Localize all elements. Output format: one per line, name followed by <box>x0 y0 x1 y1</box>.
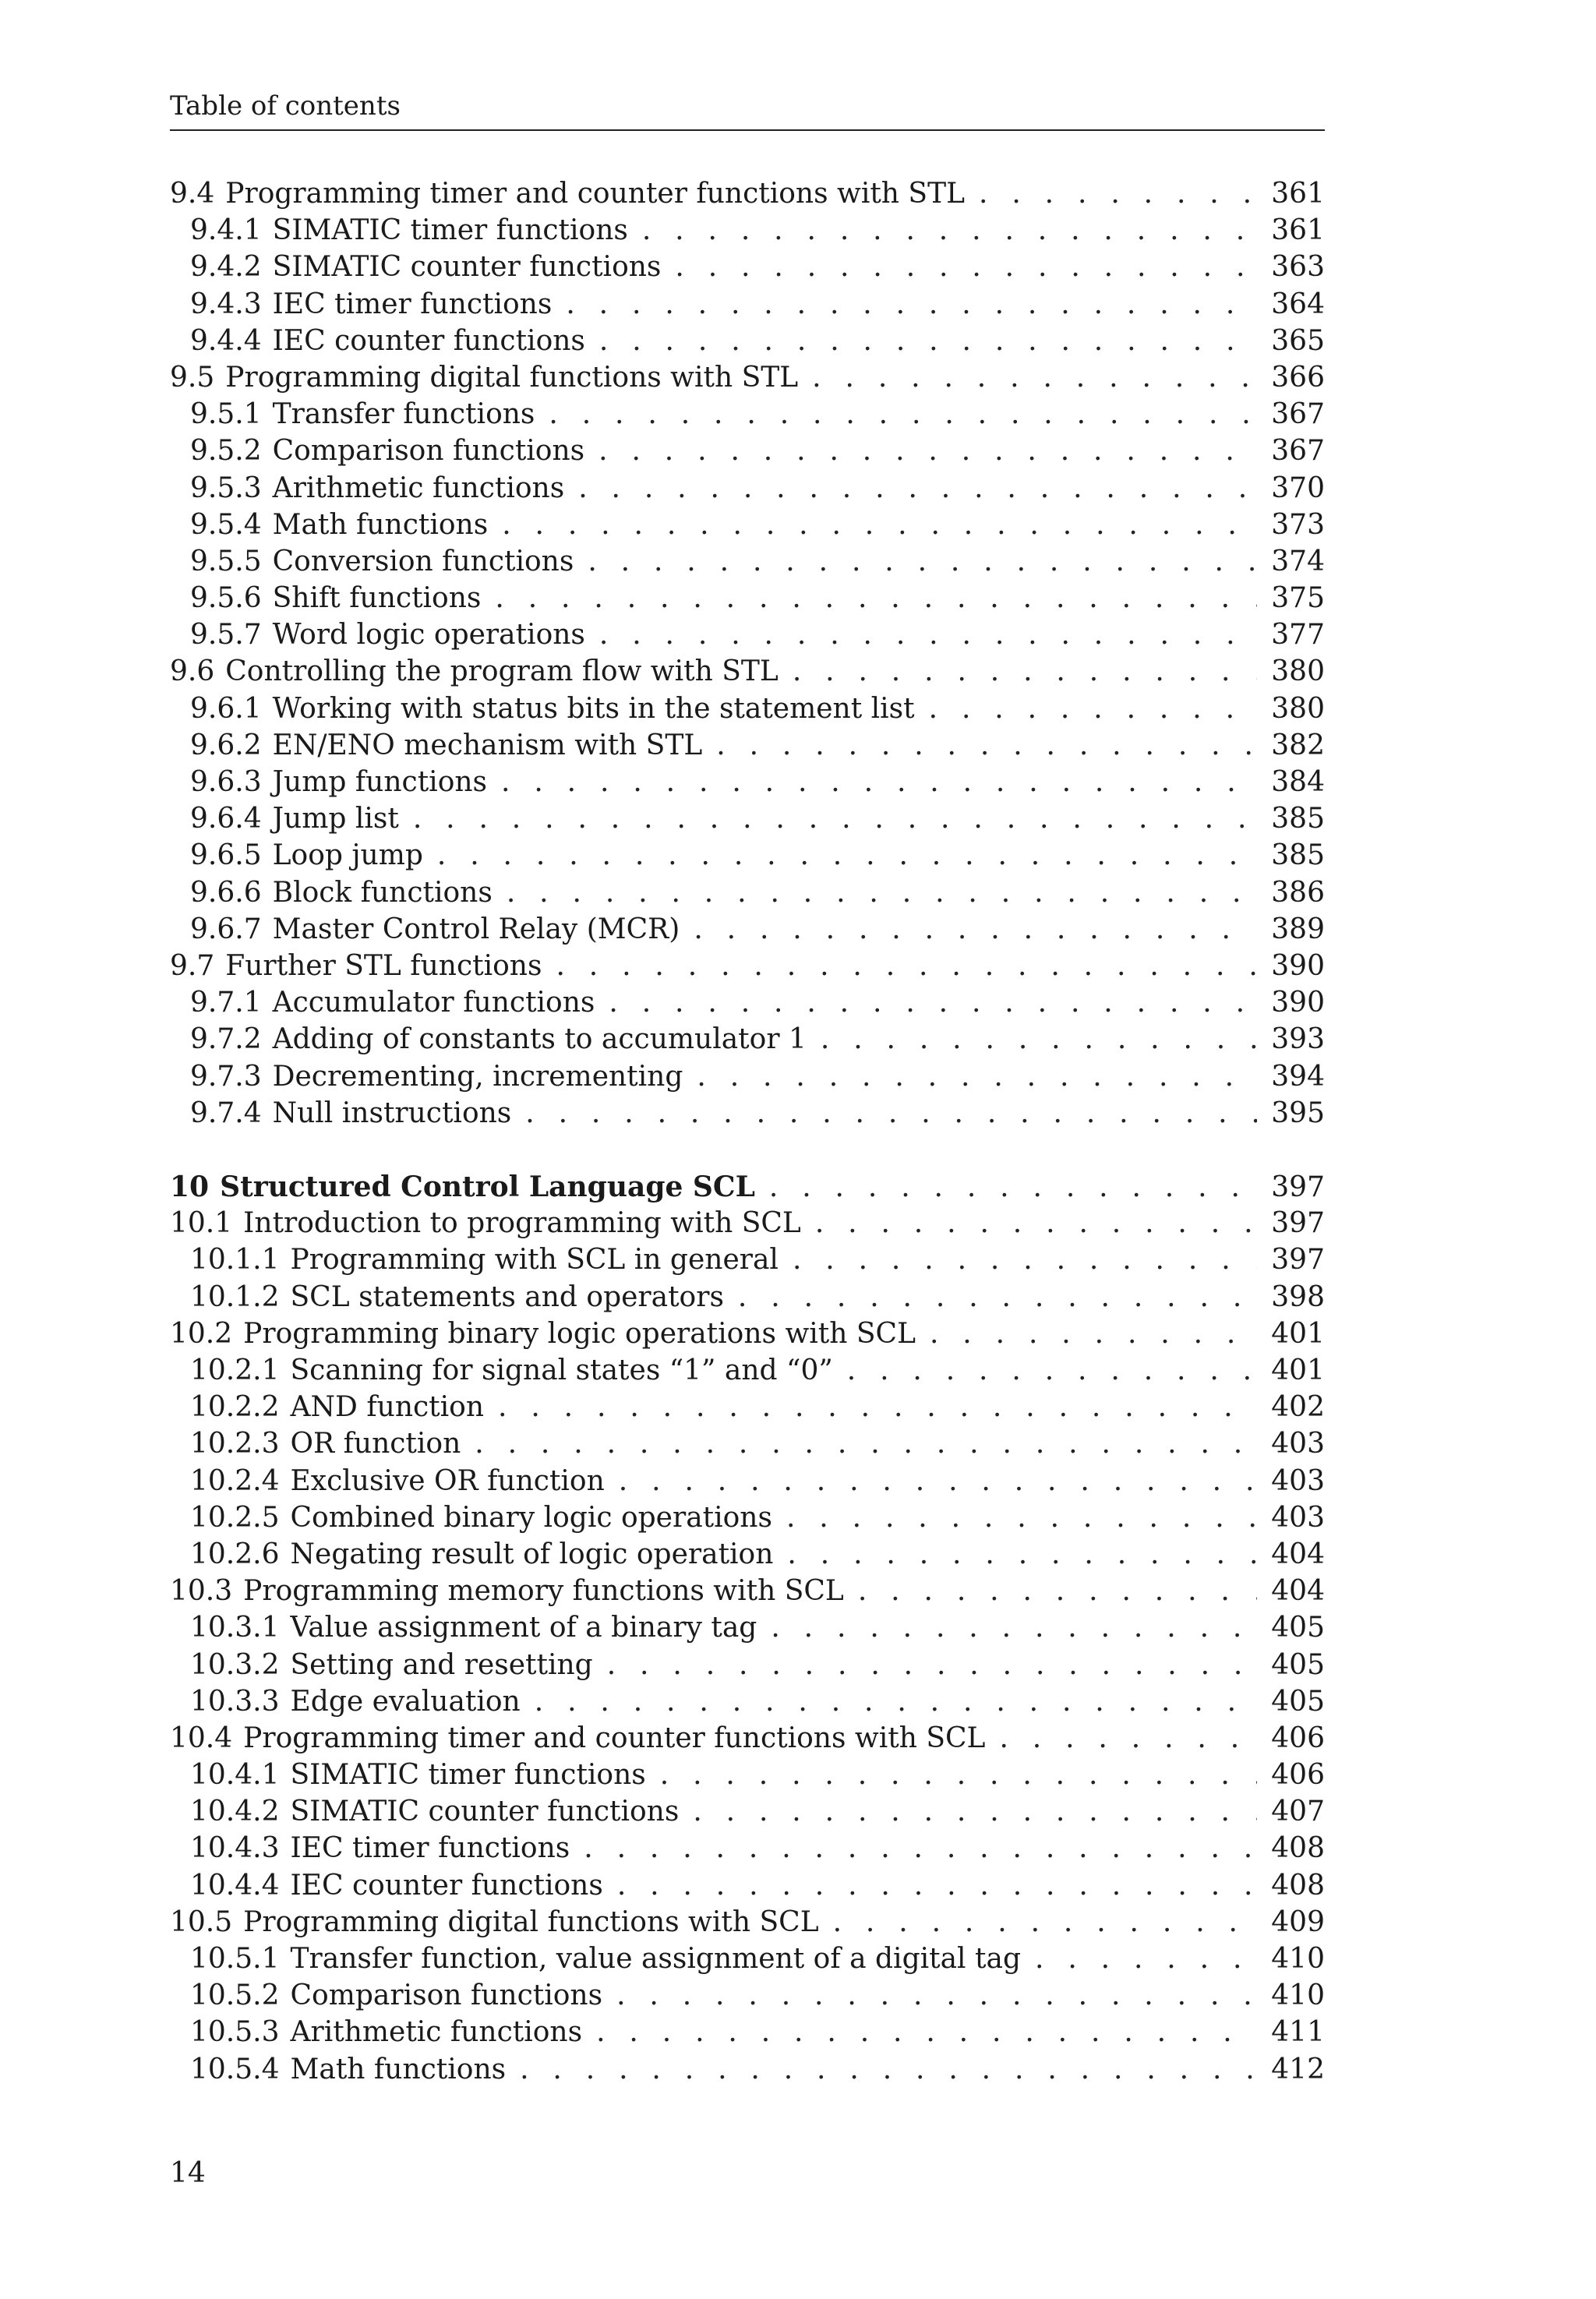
toc-entry-title: EN/ENO mechanism with STL <box>272 729 703 761</box>
toc-entry-page: 406 <box>1271 1722 1325 1754</box>
toc-entry-number: 9.5.7 <box>190 619 262 652</box>
toc-entry-title: Transfer functions <box>272 398 535 431</box>
toc-entry-title: SIMATIC counter functions <box>272 251 662 284</box>
toc-entry-page: 366 <box>1271 361 1325 394</box>
toc-entry-number: 10.2.4 <box>190 1464 280 1497</box>
toc-section-entry <box>170 1318 1325 1354</box>
toc-entry-title: Further STL functions <box>225 949 542 982</box>
toc-entry-page: 389 <box>1271 913 1325 945</box>
dot-leader <box>599 325 1257 357</box>
toc-entry-number: 10.2.3 <box>190 1428 280 1460</box>
toc-entry-page: 394 <box>1271 1060 1325 1093</box>
toc-entry-page: 409 <box>1271 1905 1325 1938</box>
dot-leader <box>475 1428 1257 1460</box>
toc-entry-number: 9.6 <box>170 655 215 688</box>
toc-entry-title: Structured Control Language SCL <box>220 1171 755 1204</box>
dot-leader <box>437 839 1257 871</box>
toc-entry-number: 10.2.1 <box>190 1354 280 1386</box>
toc-subsection-entry <box>170 1538 1325 1575</box>
toc-entry-number: 10.5.2 <box>190 1979 280 2012</box>
toc-entry-page: 403 <box>1271 1464 1325 1497</box>
toc-entry-number: 10.2.2 <box>190 1391 280 1424</box>
dot-leader <box>769 1171 1257 1203</box>
toc-section-entry <box>170 950 1325 987</box>
toc-entry-title: AND function <box>290 1391 485 1424</box>
dot-leader <box>413 803 1257 835</box>
toc-entry-number: 9.5 <box>170 361 215 394</box>
toc-entry-title: Jump list <box>272 803 399 835</box>
dot-leader <box>619 1465 1257 1497</box>
toc-subsection-entry <box>170 1832 1325 1869</box>
dot-leader <box>616 1979 1257 2011</box>
toc-subsection-entry <box>170 509 1325 546</box>
dot-leader <box>596 2016 1257 2048</box>
toc-entry-number: 9.5.6 <box>190 582 262 615</box>
toc-entry-page: 370 <box>1271 471 1325 504</box>
toc-entry-title: Master Control Relay (MCR) <box>272 913 680 945</box>
toc-entry-page: 398 <box>1271 1280 1325 1313</box>
dot-leader <box>598 435 1257 467</box>
toc-entry-title: Decrementing, incrementing <box>272 1060 683 1093</box>
dot-leader <box>495 582 1257 614</box>
toc-entry-number: 9.6.6 <box>190 876 262 909</box>
toc-entry-title: IEC timer functions <box>290 1832 570 1865</box>
dot-leader <box>847 1354 1258 1386</box>
toc-entry-title: Exclusive OR function <box>290 1464 605 1497</box>
toc-entry-number: 10.2.6 <box>190 1538 280 1570</box>
toc-entry-title: Null instructions <box>272 1097 512 1129</box>
toc-subsection-entry <box>170 2054 1325 2090</box>
dot-leader <box>607 1649 1258 1681</box>
toc-entry-title: Programming with SCL in general <box>290 1244 779 1277</box>
toc-entry-number: 9.5.4 <box>190 508 262 541</box>
dot-leader <box>535 1686 1258 1718</box>
toc-entry-number: 10.4.1 <box>190 1759 280 1792</box>
dot-leader <box>520 2054 1257 2085</box>
dot-leader <box>787 1538 1257 1570</box>
toc-entry-title: SIMATIC counter functions <box>290 1796 680 1828</box>
toc-entry-number: 9.5.5 <box>190 545 262 577</box>
page-number: 14 <box>170 2157 206 2189</box>
dot-leader <box>501 766 1257 798</box>
toc-subsection-entry <box>170 913 1325 950</box>
toc-subsection-entry <box>170 766 1325 803</box>
toc-entry-title: Edge evaluation <box>290 1685 521 1718</box>
toc-entry-page: 408 <box>1271 1869 1325 1902</box>
toc-entry-number: 10.5.4 <box>190 2053 280 2085</box>
toc-entry-title: IEC counter functions <box>290 1869 603 1902</box>
dot-leader <box>675 251 1257 283</box>
toc-entry-number: 9.7.1 <box>190 987 262 1019</box>
toc-entry-number: 9.4 <box>170 178 215 210</box>
dot-leader <box>588 546 1257 577</box>
dot-leader <box>617 1870 1257 1902</box>
toc-subsection-entry <box>170 1428 1325 1464</box>
toc-entry-number: 10.1 <box>170 1207 233 1240</box>
dot-leader <box>502 509 1257 541</box>
toc-section-entry <box>170 1906 1325 1943</box>
toc-entry-number: 10.5.1 <box>190 1943 280 1975</box>
toc-entry-page: 393 <box>1271 1023 1325 1056</box>
dot-leader <box>498 1391 1257 1423</box>
toc-entry-title: Programming binary logic operations with SCL <box>243 1317 916 1350</box>
toc-entry-title: Loop jump <box>272 839 423 872</box>
toc-entry-page: 375 <box>1271 582 1325 615</box>
toc-entry-number: 10.3.1 <box>190 1612 280 1644</box>
toc-entry-title: IEC timer functions <box>272 288 553 320</box>
dot-leader <box>660 1759 1258 1791</box>
dot-leader <box>599 619 1257 651</box>
toc-entry-page: 397 <box>1271 1171 1325 1204</box>
toc-entry-title: Word logic operations <box>272 619 585 652</box>
toc-entry-title: Scanning for signal states “1” and “0” <box>290 1354 833 1386</box>
toc-entry-title: Programming timer and counter functions with SCL <box>243 1722 986 1754</box>
toc-entry-page: 361 <box>1271 214 1325 247</box>
toc-entry-page: 405 <box>1271 1612 1325 1644</box>
toc-subsection-entry <box>170 987 1325 1023</box>
dot-leader <box>815 1207 1257 1239</box>
toc-entry-title: Value assignment of a binary tag <box>290 1612 757 1644</box>
toc-entry-title: Arithmetic functions <box>272 471 565 504</box>
toc-entry-title: Programming digital functions with STL <box>225 361 799 394</box>
toc-entry-page: 385 <box>1271 839 1325 872</box>
header-rule <box>170 129 1325 131</box>
toc-entry-number: 9.4.4 <box>190 324 262 357</box>
toc-entry-number: 9.6.5 <box>190 839 262 872</box>
toc-subsection-entry <box>170 877 1325 913</box>
dot-leader <box>693 1796 1257 1828</box>
toc-subsection-entry <box>170 1061 1325 1097</box>
toc-entry-number: 10 <box>170 1171 210 1204</box>
toc-entry-page: 401 <box>1271 1317 1325 1350</box>
toc-entry-title: Programming timer and counter functions with STL <box>225 178 966 210</box>
toc-subsection-entry <box>170 1097 1325 1134</box>
toc-entry-page: 403 <box>1271 1428 1325 1460</box>
toc-entry-page: 363 <box>1271 251 1325 284</box>
toc-subsection-entry <box>170 472 1325 509</box>
toc-subsection-entry <box>170 325 1325 362</box>
toc-subsection-entry <box>170 435 1325 471</box>
toc-entry-number: 10.2 <box>170 1317 233 1350</box>
dot-leader <box>694 913 1257 945</box>
toc-entry-title: Comparison functions <box>290 1979 603 2012</box>
toc-entry-number: 10.4.4 <box>190 1869 280 1902</box>
dot-leader <box>549 398 1257 430</box>
dot-leader <box>525 1097 1257 1129</box>
toc-entry-number: 10.3.2 <box>190 1648 280 1681</box>
toc-entry-number: 9.4.3 <box>190 288 262 320</box>
toc-entry-page: 367 <box>1271 398 1325 431</box>
dot-leader <box>793 1244 1257 1276</box>
dot-leader <box>642 214 1257 246</box>
toc-entry-title: Adding of constants to accumulator 1 <box>272 1023 807 1056</box>
dot-leader <box>812 362 1257 394</box>
toc-subsection-entry <box>170 1759 1325 1796</box>
toc-entry-page: 412 <box>1271 2053 1325 2085</box>
toc-subsection-entry <box>170 1465 1325 1502</box>
toc-entry-page: 405 <box>1271 1648 1325 1681</box>
toc-entry-page: 405 <box>1271 1685 1325 1718</box>
toc-entry-page: 384 <box>1271 766 1325 798</box>
toc-entry-page: 404 <box>1271 1538 1325 1570</box>
toc-entry-page: 403 <box>1271 1501 1325 1534</box>
toc-subsection-entry <box>170 839 1325 876</box>
toc-entry-title: Working with status bits in the statement list <box>272 692 915 725</box>
toc-entry-page: 380 <box>1271 655 1325 688</box>
toc-subsection-entry <box>170 729 1325 766</box>
toc-entry-title: Jump functions <box>272 766 488 798</box>
toc-entry-page: 410 <box>1271 1943 1325 1975</box>
dot-leader <box>578 472 1257 504</box>
toc-entry-number: 9.6.2 <box>190 729 262 761</box>
toc-entry-title: Programming memory functions with SCL <box>243 1575 844 1608</box>
toc-entry-number: 10.5 <box>170 1905 233 1938</box>
toc-entry-number: 10.4 <box>170 1722 233 1754</box>
toc-entry-page: 364 <box>1271 288 1325 320</box>
toc-entry-number: 9.6.1 <box>190 692 262 725</box>
toc-entry-page: 390 <box>1271 949 1325 982</box>
toc-subsection-entry <box>170 1502 1325 1538</box>
toc-entry-number: 10.4.3 <box>190 1832 280 1865</box>
toc-section-entry <box>170 178 1325 214</box>
toc-entry-page: 390 <box>1271 987 1325 1019</box>
toc-subsection-entry <box>170 398 1325 435</box>
toc-entry-number: 10.3.3 <box>190 1685 280 1718</box>
toc-entry-page: 410 <box>1271 1979 1325 2012</box>
dot-leader <box>930 1318 1257 1350</box>
toc-entry-title: Conversion functions <box>272 545 574 577</box>
toc-subsection-entry <box>170 1612 1325 1648</box>
toc-chapter-entry <box>170 1171 1325 1207</box>
toc-subsection-entry <box>170 1870 1325 1906</box>
toc-entry-page: 373 <box>1271 508 1325 541</box>
toc-entry-title: SIMATIC timer functions <box>290 1759 646 1792</box>
dot-leader <box>858 1575 1257 1607</box>
toc-entry-number: 9.5.2 <box>190 435 262 468</box>
toc-entry-page: 382 <box>1271 729 1325 761</box>
dot-leader <box>566 288 1257 320</box>
toc-entry-title: Controlling the program flow with STL <box>225 655 779 688</box>
toc-subsection-entry <box>170 1686 1325 1722</box>
toc-entry-number: 9.5.1 <box>190 398 262 431</box>
dot-leader <box>507 877 1257 909</box>
dot-leader <box>979 178 1257 210</box>
toc-entry-title: Setting and resetting <box>290 1648 593 1681</box>
toc-section-entry <box>170 1575 1325 1612</box>
dot-leader <box>786 1502 1257 1534</box>
dot-leader <box>584 1832 1257 1864</box>
running-header: Table of contents <box>170 90 401 122</box>
table-of-contents <box>170 178 1325 2090</box>
toc-entry-title: Combined binary logic operations <box>290 1501 772 1534</box>
toc-subsection-entry <box>170 2016 1325 2053</box>
toc-section-entry <box>170 1722 1325 1759</box>
toc-subsection-entry <box>170 1023 1325 1060</box>
toc-entry-number: 9.6.3 <box>190 766 262 798</box>
toc-entry-page: 365 <box>1271 324 1325 357</box>
toc-subsection-entry <box>170 582 1325 619</box>
toc-subsection-entry <box>170 288 1325 325</box>
toc-entry-page: 386 <box>1271 876 1325 909</box>
toc-subsection-entry <box>170 1281 1325 1318</box>
toc-subsection-entry <box>170 1649 1325 1686</box>
toc-entry-number: 9.4.2 <box>190 251 262 284</box>
toc-entry-number: 10.1.2 <box>190 1280 280 1313</box>
toc-entry-number: 9.7.3 <box>190 1060 262 1093</box>
dot-leader <box>556 950 1257 982</box>
toc-entry-title: Comparison functions <box>272 435 585 468</box>
dot-leader <box>821 1023 1257 1055</box>
toc-entry-title: Math functions <box>290 2053 507 2085</box>
toc-entry-number: 10.3 <box>170 1575 233 1608</box>
toc-subsection-entry <box>170 546 1325 582</box>
toc-entry-title: Negating result of logic operation <box>290 1538 774 1570</box>
toc-entry-page: 407 <box>1271 1796 1325 1828</box>
toc-subsection-entry <box>170 1943 1325 1979</box>
toc-entry-title: Introduction to programming with SCL <box>243 1207 801 1240</box>
toc-entry-number: 10.1.1 <box>190 1244 280 1277</box>
dot-leader <box>697 1061 1257 1093</box>
toc-entry-title: Programming digital functions with SCL <box>243 1905 819 1938</box>
toc-entry-number: 10.4.2 <box>190 1796 280 1828</box>
toc-entry-page: 401 <box>1271 1354 1325 1386</box>
toc-subsection-entry <box>170 1244 1325 1280</box>
toc-entry-number: 9.7.2 <box>190 1023 262 1056</box>
toc-entry-title: OR function <box>290 1428 461 1460</box>
toc-entry-page: 367 <box>1271 435 1325 468</box>
dot-leader <box>929 693 1258 725</box>
toc-entry-title: IEC counter functions <box>272 324 585 357</box>
toc-section-entry <box>170 362 1325 398</box>
toc-entry-page: 402 <box>1271 1391 1325 1424</box>
toc-entry-page: 411 <box>1271 2016 1325 2049</box>
toc-entry-title: Accumulator functions <box>272 987 595 1019</box>
dot-leader <box>771 1612 1257 1644</box>
toc-section-entry <box>170 1207 1325 1244</box>
toc-subsection-entry <box>170 1796 1325 1832</box>
toc-entry-page: 377 <box>1271 619 1325 652</box>
dot-leader <box>609 987 1257 1019</box>
toc-entry-number: 9.7 <box>170 949 215 982</box>
toc-entry-title: SIMATIC timer functions <box>272 214 628 247</box>
toc-entry-page: 397 <box>1271 1207 1325 1240</box>
toc-subsection-entry <box>170 803 1325 839</box>
toc-entry-number: 9.6.7 <box>190 913 262 945</box>
toc-entry-page: 404 <box>1271 1575 1325 1608</box>
toc-entry-page: 406 <box>1271 1759 1325 1792</box>
toc-subsection-entry <box>170 693 1325 729</box>
dot-leader <box>716 729 1257 761</box>
toc-entry-number: 10.5.3 <box>190 2016 280 2049</box>
toc-entry-title: Shift functions <box>272 582 482 615</box>
dot-leader <box>793 655 1257 687</box>
dot-leader <box>999 1722 1257 1754</box>
toc-entry-page: 395 <box>1271 1097 1325 1129</box>
toc-entry-page: 361 <box>1271 178 1325 210</box>
toc-subsection-entry <box>170 251 1325 288</box>
toc-entry-page: 385 <box>1271 803 1325 835</box>
toc-entry-number: 9.7.4 <box>190 1097 262 1129</box>
toc-entry-title: Block functions <box>272 876 493 909</box>
toc-entry-title: Arithmetic functions <box>290 2016 583 2049</box>
toc-entry-page: 408 <box>1271 1832 1325 1865</box>
toc-subsection-entry <box>170 214 1325 251</box>
toc-entry-page: 380 <box>1271 692 1325 725</box>
toc-entry-page: 374 <box>1271 545 1325 577</box>
toc-entry-title: Transfer function, value assignment of a digital tag <box>290 1943 1021 1975</box>
toc-section-entry <box>170 655 1325 692</box>
toc-entry-number: 9.5.3 <box>190 471 262 504</box>
toc-subsection-entry <box>170 1979 1325 2016</box>
dot-leader <box>738 1281 1257 1313</box>
toc-entry-number: 9.6.4 <box>190 803 262 835</box>
toc-entry-number: 10.2.5 <box>190 1501 280 1534</box>
dot-leader <box>1035 1943 1257 1975</box>
toc-subsection-entry <box>170 1354 1325 1391</box>
toc-entry-number: 9.4.1 <box>190 214 262 247</box>
toc-entry-title: SCL statements and operators <box>290 1280 724 1313</box>
toc-subsection-entry <box>170 619 1325 655</box>
toc-subsection-entry <box>170 1391 1325 1428</box>
toc-entry-page: 397 <box>1271 1244 1325 1277</box>
toc-entry-title: Math functions <box>272 508 489 541</box>
dot-leader <box>833 1906 1258 1938</box>
